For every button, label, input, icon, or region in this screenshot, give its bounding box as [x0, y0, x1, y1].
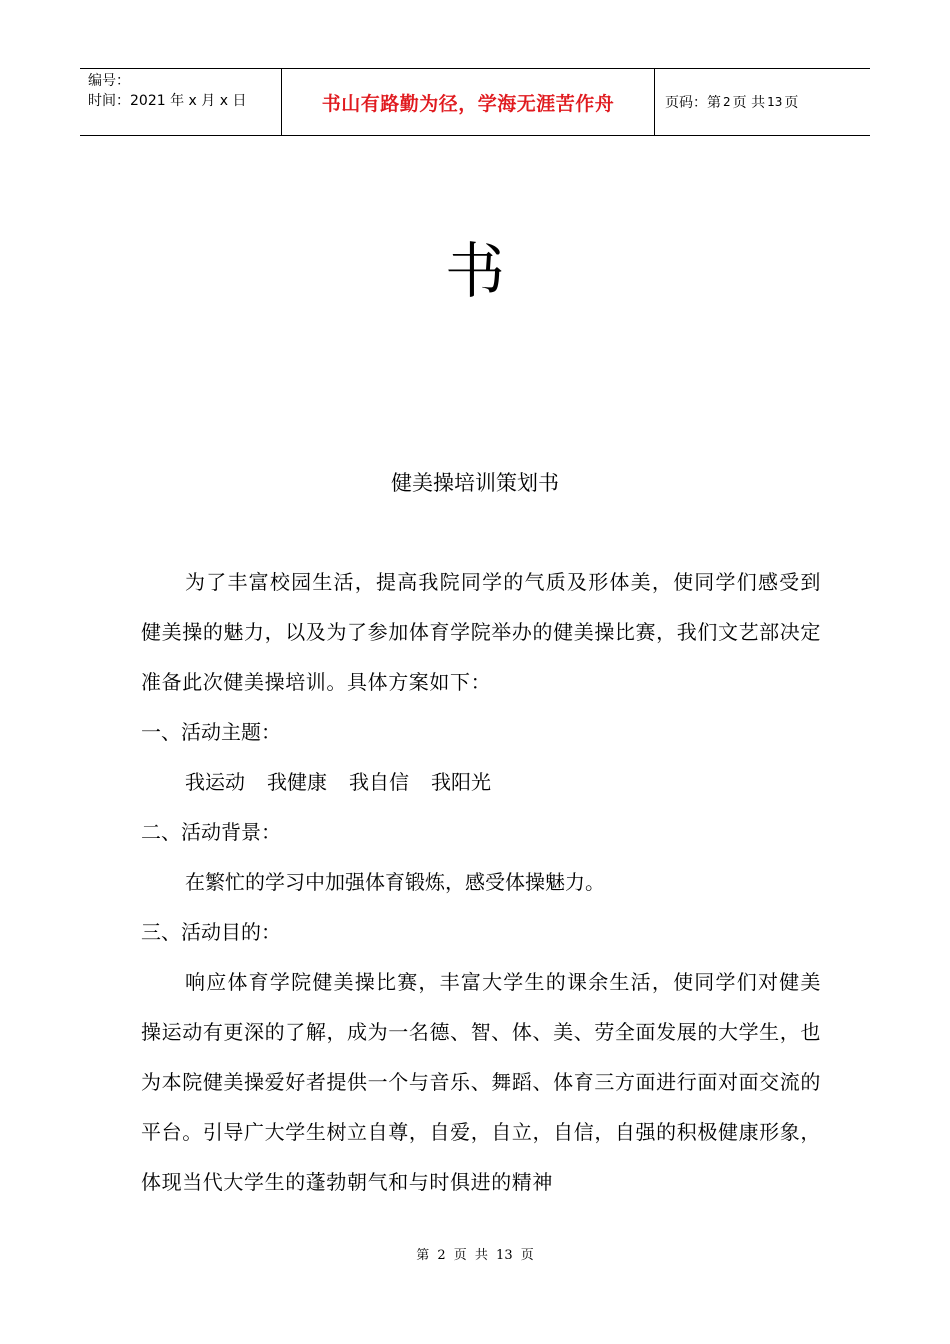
header-meta	[80, 69, 282, 135]
section-3-text: 响应体育学院健美操比赛，丰富大学生的课余生活，使同学们对健美操运动有更深的了解，成为一名德、智、体、美、劳全面发展的大学生，也为本院健美操爱好者提供一个与音乐、舞蹈、体育三方面进行面对面交流的平台。引导广大学生树立自尊，自爱，自立，自信，自强的积极健康形象，体现当代大学生的蓬勃朝气和与时俱进的精神	[141, 970, 821, 1194]
page-suffix: 页	[784, 95, 799, 111]
header-motto: 书山有路勤为径，学海无涯苦作舟	[282, 69, 655, 135]
document-title: 健美操培训策划书	[391, 471, 559, 495]
page-total: 13	[767, 95, 783, 109]
section-1-heading: 一、活动主题：	[141, 720, 281, 744]
document-body	[141, 557, 821, 1207]
header-page-info	[655, 69, 870, 135]
section-1-items	[141, 757, 821, 807]
section-2-heading: 二、活动背景：	[141, 820, 281, 844]
intro-paragraph: 为了丰富校园生活，提高我院同学的气质及形体美，使同学们感受到健美操的魅力，以及为了参加体育学院举办的健美操比赛，我们文艺部决定准备此次健美操培训。具体方案如下：	[141, 570, 821, 694]
theme-item: 我健康	[267, 770, 327, 794]
time-label: 时间：2021 年 x 月 x 日	[88, 93, 247, 109]
page-current: 2	[723, 95, 731, 109]
theme-item: 我阳光	[431, 770, 491, 794]
number-label: 编号：	[88, 73, 130, 89]
theme-item: 我自信	[349, 770, 409, 794]
page-header	[80, 68, 870, 136]
section-2-text: 在繁忙的学习中加强体育锻炼，感受体操魅力。	[185, 870, 605, 894]
page-footer: 第 2 页 共 13 页	[416, 1248, 534, 1263]
theme-item: 我运动	[185, 770, 245, 794]
page-mid: 页 共	[732, 95, 766, 111]
page-prefix: 页码：第	[665, 95, 721, 111]
section-3-heading: 三、活动目的：	[141, 920, 281, 944]
large-character: 书	[445, 237, 505, 307]
